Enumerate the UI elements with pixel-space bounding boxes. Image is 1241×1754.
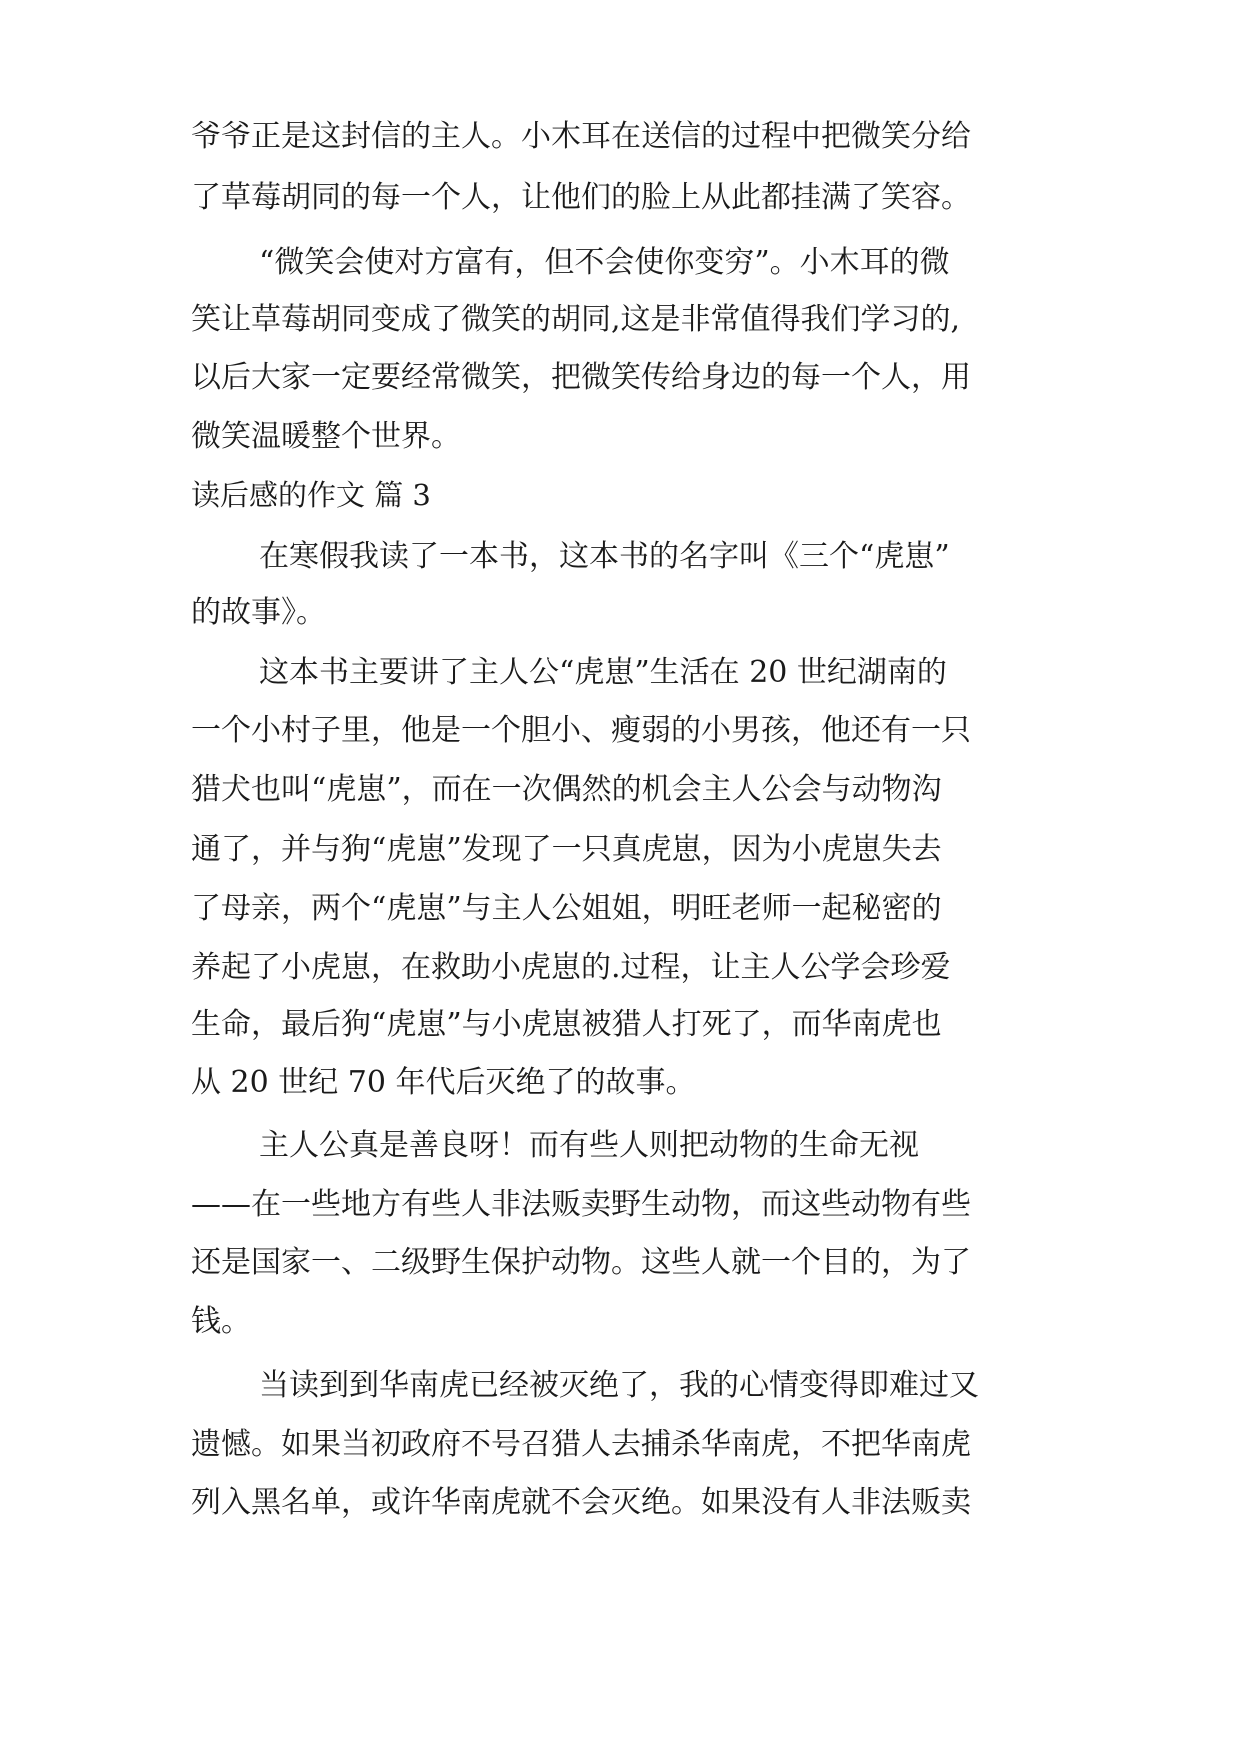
text-line: 养起了小虎崽，在救助小虎崽的.过程，让主人公学会珍爱 [191,950,951,985]
text-line: 遗憾。如果当初政府不号召猎人去捕杀华南虎，不把华南虎 [191,1427,971,1462]
text-line: 了母亲，两个“虎崽”与主人公姐姐，明旺老师一起秘密的 [191,891,942,926]
text-line: ——在一些地方有些人非法贩卖野生动物，而这些动物有些 [191,1187,971,1222]
text-line: 爷爷正是这封信的主人。小木耳在送信的过程中把微笑分给 [191,119,971,154]
text-line: “微笑会使对方富有，但不会使你变穷”。小木耳的微 [259,245,950,280]
text-line: 从 20 世纪 70 年代后灭绝了的故事。 [191,1065,696,1100]
text-line: 当读到到华南虎已经被灭绝了，我的心情变得即难过又 [259,1368,979,1403]
text-line: 的故事》。 [191,595,326,630]
text-line: 钱。 [191,1304,251,1339]
text-line: 还是国家一、二级野生保护动物。这些人就一个目的，为了 [191,1245,971,1280]
text-line: 一个小村子里，他是一个胆小、瘦弱的小男孩，他还有一只 [191,713,971,748]
text-line: 这本书主要讲了主人公“虎崽”生活在 20 世纪湖南的 [259,655,947,690]
text-line: 在寒假我读了一本书，这本书的名字叫《三个“虎崽” [259,539,950,574]
text-line: 生命，最后狗“虎崽”与小虎崽被猎人打死了，而华南虎也 [191,1007,942,1042]
text-line: 猎犬也叫“虎崽”，而在一次偶然的机会主人公会与动物沟 [191,772,942,807]
text-line: 列入黑名单，或许华南虎就不会灭绝。如果没有人非法贩卖 [191,1485,971,1520]
text-line: 微笑温暖整个世界。 [191,419,461,454]
text-line: 通了，并与狗“虎崽”发现了一只真虎崽，因为小虎崽失去 [191,832,942,867]
text-line: 了草莓胡同的每一个人，让他们的脸上从此都挂满了笑容。 [191,180,971,215]
text-line: 主人公真是善良呀！而有些人则把动物的生命无视 [259,1128,919,1163]
text-line: 以后大家一定要经常微笑，把微笑传给身边的每一个人，用 [191,360,971,395]
section-heading: 读后感的作文 篇 3 [191,478,431,512]
text-line: 笑让草莓胡同变成了微笑的胡同,这是非常值得我们学习的, [191,302,961,337]
